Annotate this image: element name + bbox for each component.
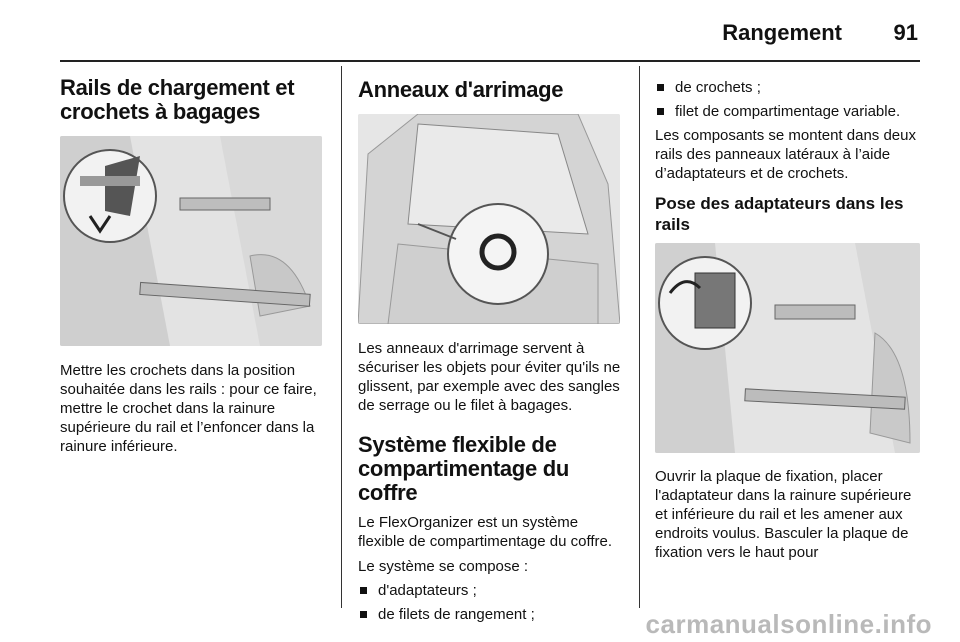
lashing-eye-illustration — [358, 114, 620, 324]
column-2 — [358, 66, 623, 629]
section-heading-rails: Rails de chargement et crochets à bagages — [60, 75, 295, 124]
cargo-rail-hook-illustration — [60, 136, 322, 346]
list-item: filet de compartimentage variable. — [655, 102, 920, 121]
section-heading-flexorganizer: Système flexible de compartimentage du coffre — [358, 432, 569, 505]
column-1 — [60, 66, 325, 456]
lashing-eyes-description: Les anneaux d'arrimage servent à sécuriser les objets pour éviter qu'ils ne glissent, par exemple avec des sangles de serrage ou le filet à bagages. — [358, 340, 621, 414]
column-divider — [639, 66, 640, 608]
system-composition-intro: Le système se compose : — [358, 558, 529, 575]
watermark: carmanualsonline.info — [645, 609, 932, 639]
page-number: 91 — [893, 20, 918, 45]
flexorganizer-description: Le FlexOrganizer est un système flexible de compartimentage du coffre. — [358, 514, 613, 550]
rails-description: Mettre les crochets dans la position souhaitée dans les rails : pour ce faire, mettre le crochet dans la rainure supérieure du rail et l’enfoncer dans la rainure inférieure. — [60, 362, 317, 455]
column-divider — [341, 66, 342, 608]
components-description: Les composants se montent dans deux rails des panneaux latéraux à l’aide d’adaptateurs et de crochets. — [655, 127, 916, 182]
adapter-installation-description: Ouvrir la plaque de fixation, placer l'adaptateur dans la rainure supérieure et inférieure du rail et les amener aux endroits voulus. Basculer la plaque de fixation vers le haut pour — [655, 468, 912, 561]
list-item: de filets de rangement ; — [358, 605, 623, 624]
page-header — [60, 14, 920, 60]
list-item: d'adaptateurs ; — [358, 581, 623, 600]
section-heading-lashing-eyes: Anneaux d'arrimage — [358, 77, 564, 102]
list-item: de crochets ; — [655, 78, 920, 97]
column-3 — [655, 66, 920, 562]
composition-list — [358, 581, 623, 624]
composition-list-continued — [655, 78, 920, 121]
adapter-rail-installation-illustration — [655, 243, 920, 453]
section-heading-adapter-installation: Pose des adaptateurs dans les rails — [655, 194, 904, 234]
page-title: Rangement — [722, 20, 842, 45]
header-rule — [60, 60, 920, 62]
